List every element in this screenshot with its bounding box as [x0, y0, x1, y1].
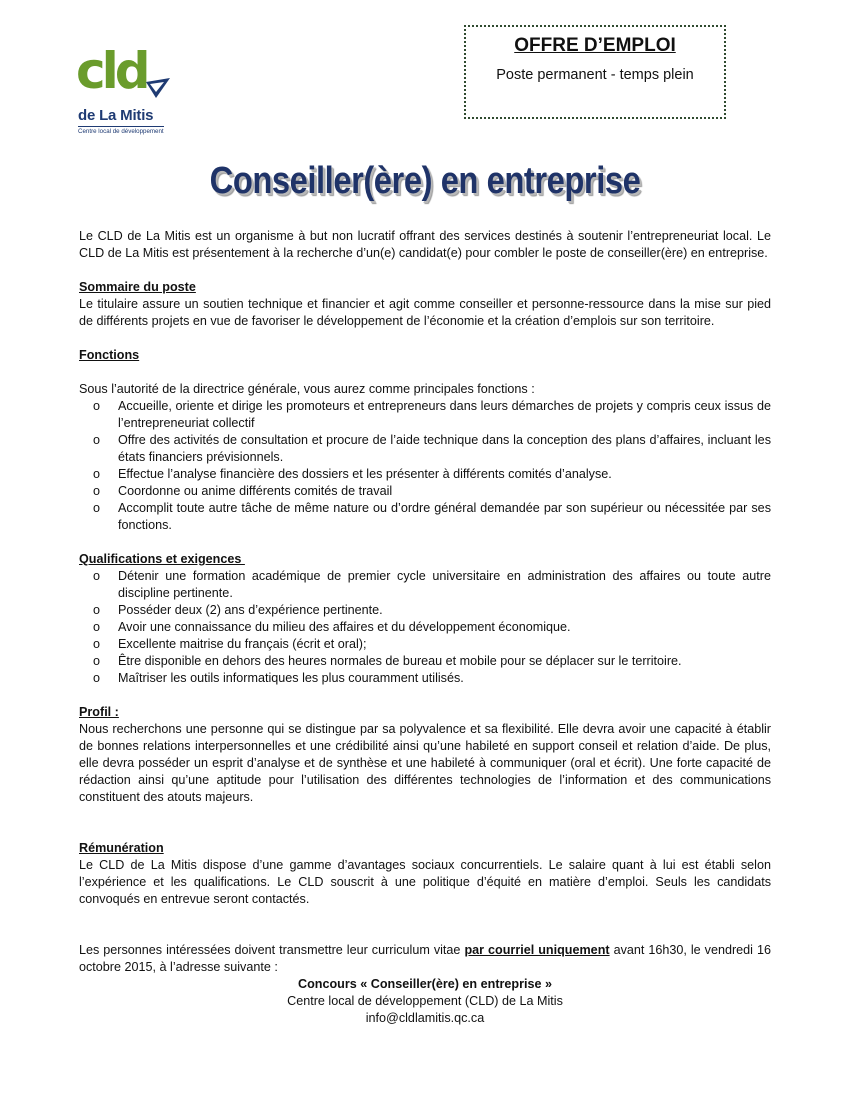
- bullet-icon: o: [93, 399, 101, 413]
- bullet-icon: o: [93, 637, 101, 651]
- bullet-icon: o: [93, 501, 101, 515]
- section-heading-sommaire: Sommaire du poste: [79, 280, 196, 294]
- list-item: o Détenir une formation académique de premier cycle universitaire en administration des affaires ou toute autre discipline pertinente.: [93, 569, 771, 600]
- fonctions-list: [79, 398, 771, 534]
- logo-triangle-icon: [146, 78, 170, 98]
- profil-paragraph: Nous recherchons une personne qui se distingue par sa polyvalence et sa flexibilité. Elle devra avoir une capacité à établir de bonnes relations interpersonnelles et une crédibilité ainsi qu’une habileté en support conseil et relation d’aide. De plus, elle devra posséder un esprit d’analyse et de synthèse et une habileté à communiquer (oral et écrit). Une forte capacité de rédaction ainsi qu’une aptitude pour l’utilisation des différentes technologies de l’information et des communications constituent des atouts majeurs.: [79, 722, 771, 804]
- list-item: o Coordonne ou anime différents comités de travail: [93, 484, 393, 498]
- organization-line: Centre local de développement (CLD) de La Mitis: [287, 994, 563, 1008]
- logo-tagline: Centre local de développement: [78, 128, 164, 135]
- sommaire-paragraph: Le titulaire assure un soutien technique et financier et agit comme conseiller et personne-ressource dans la mise sur pied de différents projets en vue de favoriser le développement de l’économie et la création d’emplois sur son territoire.: [79, 297, 771, 328]
- list-item: o Accueille, oriente et dirige les promoteurs et entrepreneurs dans leurs démarches de projets y compris ceux issus de l’entrepreneuriat collectif: [93, 399, 771, 430]
- bullet-icon: o: [93, 603, 101, 617]
- section-heading-fonctions: Fonctions: [79, 348, 140, 362]
- offer-title: OFFRE D’EMPLOI: [514, 35, 676, 56]
- bullet-icon: o: [93, 467, 101, 481]
- qualifications-list: [79, 568, 771, 687]
- list-item: o Effectue l’analyse financière des dossiers et les présenter à différents comités d’analyse.: [93, 467, 612, 481]
- contest-line: Concours « Conseiller(ère) en entreprise »: [297, 977, 553, 991]
- application-emphasis: par courriel uniquement: [464, 943, 610, 957]
- bullet-icon: o: [93, 484, 101, 498]
- remuneration-paragraph: Le CLD de La Mitis dispose d’une gamme d’avantages sociaux concurrentiels. Le salaire quant à lui est établi selon l’expérience et les qualifications. Le CLD souscrit à une politique d’équité en matière d’emploi. Seuls les candidats convoqués en entrevue seront contactés.: [79, 858, 771, 906]
- list-item: o Excellente maitrise du français (écrit et oral);: [93, 637, 367, 651]
- contact-email[interactable]: info@cldlamitis.qc.ca: [365, 1011, 485, 1025]
- list-item: o Posséder deux (2) ans d’expérience pertinente.: [93, 603, 383, 617]
- application-paragraph: Les personnes intéressées doivent transmettre leur curriculum vitae par courriel uniquement avant 16h30, le vendredi 16 octobre 2015, à l’adresse suivante :: [79, 943, 771, 974]
- offer-subtitle: Poste permanent - temps plein: [496, 67, 694, 83]
- fonctions-lead: Sous l’autorité de la directrice générale, vous aurez comme principales fonctions :: [79, 382, 535, 396]
- intro-paragraph: Le CLD de La Mitis est un organisme à but non lucratif offrant des services destinés à soutenir l’entrepreneuriat local. Le CLD de La Mitis est présentement à la recherche d’un(e) candidat(e) pour combler le poste de conseiller(ère) en entreprise.: [79, 229, 771, 260]
- section-heading-qualifications: Qualifications et exigences: [79, 552, 245, 566]
- list-item: o Accomplit toute autre tâche de même nature ou d’ordre général demandée par son supérieur ou nécessitée par ses fonctions.: [93, 501, 771, 532]
- list-item: o Être disponible en dehors des heures normales de bureau et mobile pour se déplacer sur le territoire.: [93, 654, 682, 668]
- bullet-icon: o: [93, 620, 101, 634]
- list-item: o Avoir une connaissance du milieu des affaires et du développement économique.: [93, 620, 571, 634]
- document-body: [79, 228, 771, 1027]
- bullet-icon: o: [93, 671, 101, 685]
- job-title: Conseiller(ère) en entreprise: [209, 160, 641, 202]
- logo-mark: cld: [76, 42, 147, 100]
- section-heading-profil: Profil :: [79, 705, 119, 719]
- section-heading-remuneration: Rémunération: [79, 841, 164, 855]
- job-offer-box: [464, 25, 726, 119]
- logo-name: de La Mitis: [78, 107, 154, 124]
- cld-logo: [74, 42, 174, 142]
- bullet-icon: o: [93, 654, 101, 668]
- list-item: o Offre des activités de consultation et procure de l’aide technique dans la conception des plans d’affaires, incluant les états financiers prévisionnels.: [93, 433, 771, 464]
- bullet-icon: o: [93, 569, 101, 583]
- list-item: o Maîtriser les outils informatiques les plus couramment utilisés.: [93, 671, 464, 685]
- bullet-icon: o: [93, 433, 101, 447]
